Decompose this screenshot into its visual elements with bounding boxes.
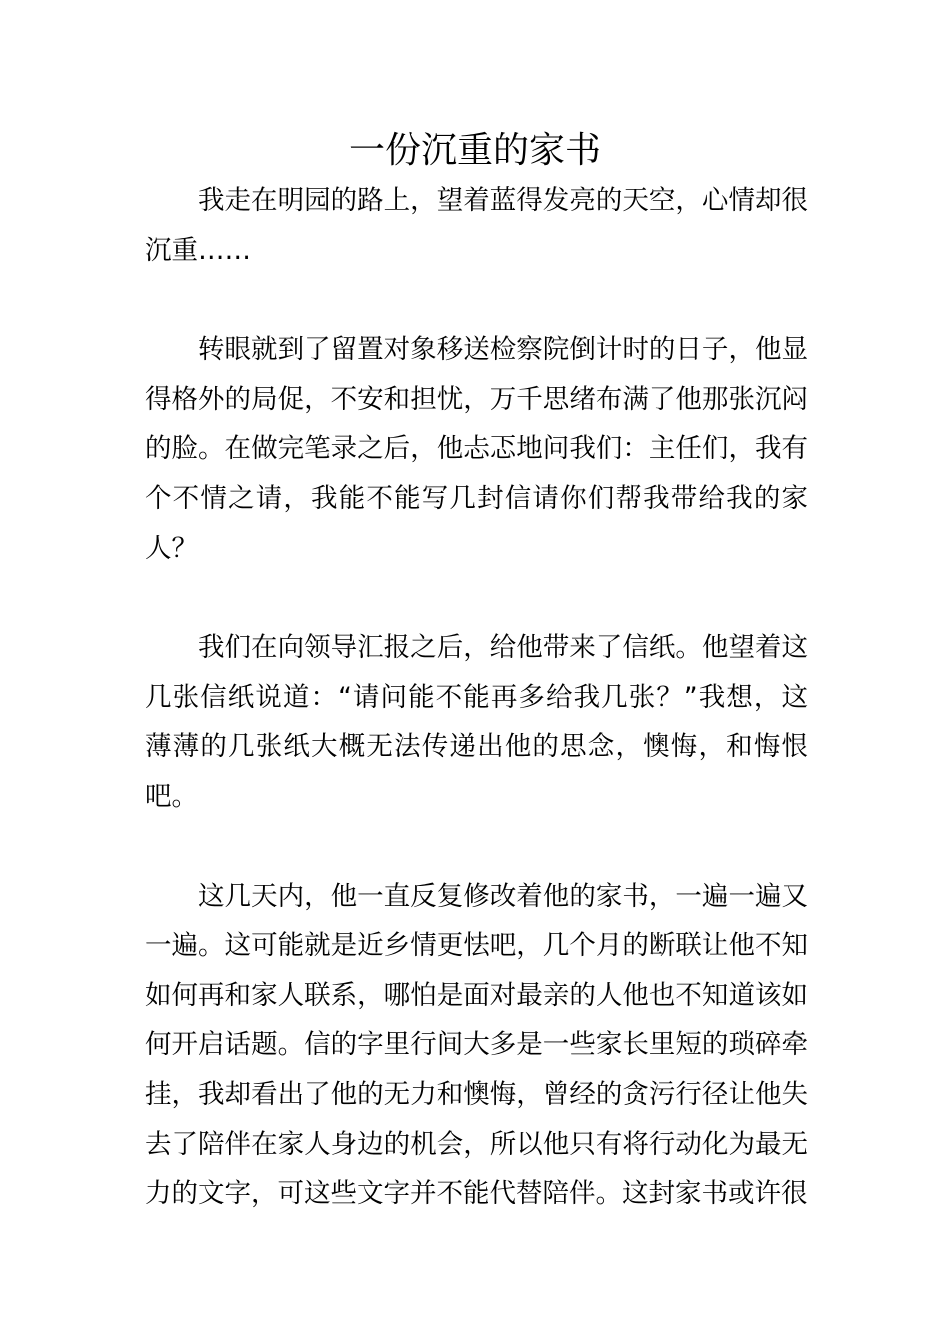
paragraph-2: 转眼就到了留置对象移送检察院倒计时的日子，他显得格外的局促，不安和担忧，万千思绪布满了他那张沉闷的脸。在做完笔录之后，他忐忑地问我们：主任们，我有个不情之请，我能不能写几封信请你们帮我带给我的家人？ — [145, 334, 808, 564]
document-title: 一份沉重的家书 — [348, 130, 601, 171]
paragraph-1: 我走在明园的路上，望着蓝得发亮的天空，心情却很沉重…… — [145, 185, 808, 266]
document-body — [145, 176, 808, 1269]
paragraph-3: 我们在向领导汇报之后，给他带来了信纸。他望着这几张信纸说道：“请问能不能再多给我几张？”我想，这薄薄的几张纸大概无法传递出他的思念，懊悔，和悔恨吧。 — [145, 632, 808, 812]
paragraph-4: 这几天内，他一直反复修改着他的家书，一遍一遍又一遍。这可能就是近乡情更怯吧，几个月的断联让他不知如何再和家人联系，哪怕是面对最亲的人他也不知道该如何开启话题。信的字里行间大多是一些家长里短的琐碎牵挂，我却看出了他的无力和懊悔，曾经的贪污行径让他失去了陪伴在家人身边的机会，所以他只有将行动化为最无力的文字，可这些文字并不能代替陪伴。这封家书或许很 — [145, 880, 808, 1210]
